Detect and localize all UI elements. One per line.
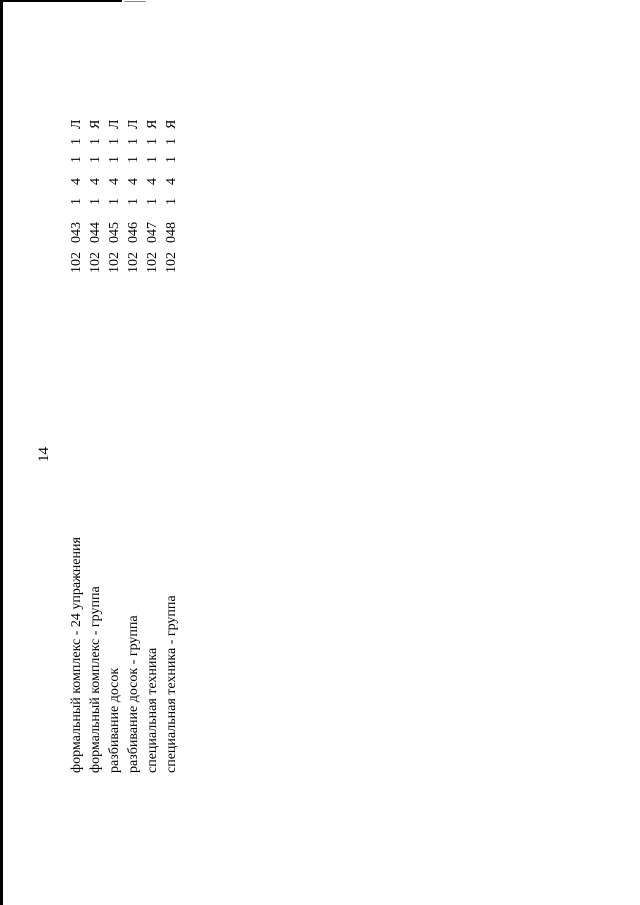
row-code-2: 048	[164, 222, 179, 243]
table-row	[67, 0, 86, 905]
row-name: формальный комплекс - 24 упражнения	[69, 537, 84, 773]
row-value-3: 1	[164, 156, 179, 163]
row-letter: Л	[69, 119, 84, 129]
row-code-2: 045	[107, 222, 122, 243]
row-value-4: 1	[69, 138, 84, 145]
row-letter: Я	[88, 119, 103, 129]
row-value-4: 1	[145, 138, 160, 145]
row-code-2: 043	[69, 222, 84, 243]
row-letter: Л	[126, 119, 141, 129]
row-letter: Л	[107, 119, 122, 129]
row-value-2: 4	[145, 178, 160, 185]
row-name: специальная техника	[145, 647, 160, 773]
table-row	[124, 0, 143, 905]
row-name: разбивание досок - группа	[126, 615, 141, 773]
row-name: разбивание досок	[107, 667, 122, 773]
row-value-1: 1	[126, 198, 141, 205]
row-value-4: 1	[107, 138, 122, 145]
row-value-2: 4	[107, 178, 122, 185]
row-code-1: 102	[107, 252, 122, 273]
row-value-1: 1	[107, 198, 122, 205]
row-value-2: 4	[126, 178, 141, 185]
table-row	[143, 0, 162, 905]
table-row	[105, 0, 124, 905]
row-value-2: 4	[164, 178, 179, 185]
row-value-3: 1	[145, 156, 160, 163]
table-row	[162, 0, 181, 905]
row-value-2: 4	[88, 178, 103, 185]
row-value-3: 1	[88, 156, 103, 163]
row-value-1: 1	[145, 198, 160, 205]
row-code-2: 044	[88, 222, 103, 243]
row-name: формальный комплекс - группа	[88, 586, 103, 773]
row-value-4: 1	[126, 138, 141, 145]
row-value-1: 1	[88, 198, 103, 205]
table-row	[86, 0, 105, 905]
row-value-4: 1	[164, 138, 179, 145]
row-value-1: 1	[164, 198, 179, 205]
row-value-3: 1	[107, 156, 122, 163]
row-value-1: 1	[69, 198, 84, 205]
row-code-1: 102	[69, 252, 84, 273]
row-value-3: 1	[69, 156, 84, 163]
row-code-1: 102	[145, 252, 160, 273]
row-code-1: 102	[164, 252, 179, 273]
row-letter: Я	[164, 119, 179, 129]
row-code-2: 047	[145, 222, 160, 243]
row-letter: Я	[145, 119, 160, 129]
row-code-1: 102	[88, 252, 103, 273]
row-value-4: 1	[88, 138, 103, 145]
row-value-2: 4	[69, 178, 84, 185]
row-code-1: 102	[126, 252, 141, 273]
row-name: специальная техника - группа	[164, 595, 179, 773]
page-number: 14	[36, 447, 52, 462]
row-value-3: 1	[126, 156, 141, 163]
row-code-2: 046	[126, 222, 141, 243]
